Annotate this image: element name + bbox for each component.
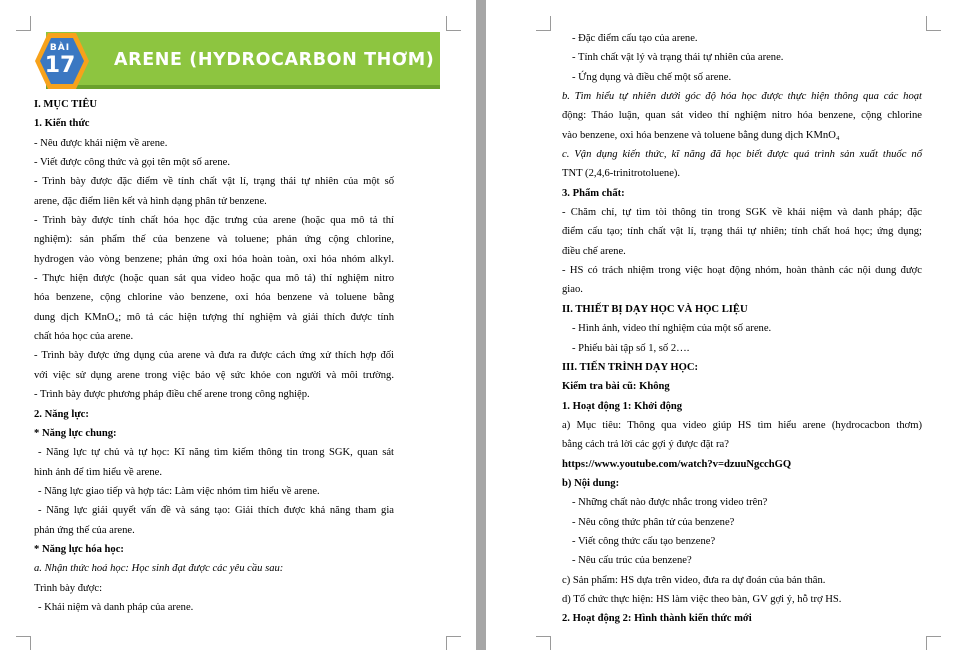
crop-mark <box>446 16 461 31</box>
section-heading: II. THIẾT BỊ DẠY HỌC VÀ HỌC LIỆU <box>562 303 748 315</box>
document-page-left <box>0 0 476 650</box>
badge-word: BÀI <box>49 43 71 53</box>
subsection-heading: 3. Phẩm chất: <box>562 187 625 199</box>
document-page-right <box>486 0 975 650</box>
video-link[interactable]: https://www.youtube.com/watch?v=dzuuNgcchGQ <box>562 458 792 470</box>
text-line: arene, đặc điểm liên kết và hình dạng phân tử benzene. <box>34 195 267 207</box>
text-line: - Trình bày được phương pháp điều chế arene trong công nghiệp. <box>34 389 310 401</box>
subsection-heading: * Năng lực chung: <box>34 427 117 439</box>
text-line: - Trình bày được đặc điểm về tính chất vật lí, trạng thái tự nhiên của một số <box>34 176 394 188</box>
text-line: hóa benzene, cộng chlorine vào benzene, oxi hóa benzene và toluene bằng <box>34 292 394 304</box>
text-line: dung dịch KMnO₄; mô tả các hiện tượng thí nghiệm và giải thích được tính <box>34 311 394 323</box>
text-line: - Nêu cấu trúc của benzene? <box>572 555 692 567</box>
text-line: - Năng lực giải quyết vấn đề và sáng tạo: Giải thích được khả năng tham gia <box>38 505 394 517</box>
section-heading: I. MỤC TIÊU <box>34 99 98 110</box>
text-line: - Hình ảnh, video thí nghiệm của một số arene. <box>572 323 772 335</box>
text-line: - Viết được công thức và gọi tên một số arene. <box>34 157 230 169</box>
subsection-heading: 1. Kiến thức <box>34 118 90 130</box>
text-line: - Phiếu bài tập số 1, số 2…. <box>572 342 690 354</box>
text-line: - Đặc điểm cấu tạo của arene. <box>572 33 698 44</box>
text-line: điều chế arene. <box>562 245 626 257</box>
text-line: - Năng lực giao tiếp và hợp tác: Làm việc nhóm tìm hiểu về arene. <box>38 485 320 497</box>
text-line: chất hóa học của arene. <box>34 331 134 343</box>
text-line: - Năng lực tự chủ và tự học: Kĩ năng tìm kiếm thông tin trong SGK, quan sát <box>38 447 394 459</box>
text-line: d) Tổ chức thực hiện: HS làm việc theo bàn, GV gợi ý, hỗ trợ HS. <box>562 593 842 605</box>
text-line: - Trình bày được tính chất hóa học đặc trưng của arene (hoặc qua mô tả thí <box>34 215 394 227</box>
subsection-heading: 1. Hoạt động 1: Khởi động <box>562 400 683 412</box>
text-line: - Khái niệm và danh pháp của arene. <box>38 601 194 613</box>
subsection-heading: 2. Hoạt động 2: Hình thành kiến thức mới <box>562 613 752 625</box>
lesson-title: ARENE (HYDROCARBON THƠM) <box>114 50 435 70</box>
text-line: - Chăm chỉ, tự tìm tòi thông tin trong SGK về khái niệm và danh pháp; đặc <box>562 207 922 219</box>
badge-number: 17 <box>44 53 76 78</box>
text-line: - Nêu được khái niệm về arene. <box>34 137 168 149</box>
crop-mark <box>536 16 551 31</box>
text-line: - HS có trách nhiệm trong việc hoạt động nhóm, hoàn thành các nội dung được <box>562 265 922 277</box>
text-line: hydrogen vào vòng benzene; phản ứng oxi hóa hoàn toàn, oxi hóa nhóm alkyl. <box>34 253 394 265</box>
text-line: - Ứng dụng và điều chế một số arene. <box>572 71 732 83</box>
text-line: c) Sản phẩm: HS dựa trên video, đưa ra dự đoán của bản thân. <box>562 574 826 586</box>
text-line: giao. <box>562 284 583 296</box>
text-line: TNT (2,4,6-trinitrotoluene). <box>562 168 681 180</box>
text-line: động: Thảo luận, quan sát video thí nghiệm nitro hóa benzene, cộng chlorine <box>562 110 922 122</box>
text-line: c. Vận dụng kiến thức, kĩ năng đã học biết được quá trình sản xuất thuốc nổ <box>562 149 922 161</box>
text-line: - Viết công thức cấu tạo benzene? <box>572 535 716 547</box>
crop-mark <box>446 636 461 650</box>
right-page-text <box>562 29 922 629</box>
text-line: hình ảnh để tìm hiểu về arene. <box>34 466 162 478</box>
crop-mark <box>16 16 31 31</box>
text-line: vào benzene, oxi hóa benzene và toluene bằng dung dịch KMnO₄ <box>562 129 840 141</box>
text-line: - Nêu công thức phân tử của benzene? <box>572 516 735 528</box>
subsection-heading: Kiểm tra bài cũ: Không <box>562 381 670 393</box>
text-line: b. Tìm hiểu tự nhiên dưới góc độ hóa học được thực hiện thông qua các hoạt <box>562 91 922 103</box>
text-line: - Những chất nào được nhắc trong video trên? <box>572 497 768 509</box>
lesson-banner <box>34 31 440 91</box>
section-heading: III. TIẾN TRÌNH DẠY HỌC: <box>562 361 699 373</box>
text-line: phản ứng thế của arene. <box>34 524 135 536</box>
crop-mark <box>926 16 941 31</box>
text-line: - Thực hiện được (hoặc quan sát qua video hoặc qua mô tả) thí nghiệm nitro <box>34 273 394 285</box>
left-page-text <box>34 95 394 617</box>
subsection-heading: b) Nội dung: <box>562 477 620 489</box>
text-line: - Tính chất vật lý và trạng thái tự nhiên của arene. <box>572 52 784 64</box>
text-line: Trình bày được: <box>34 582 103 594</box>
crop-mark <box>16 636 31 650</box>
text-line: nghiệm): sản phẩm thế của benzene và toluene; phản ứng cộng chlorine, <box>34 234 394 246</box>
crop-mark <box>536 636 551 650</box>
text-line: - Trình bày được ứng dụng của arene và đưa ra được cách ứng xử thích hợp đối <box>34 350 394 362</box>
banner-bar-shadow <box>46 85 440 89</box>
text-line: bằng cách trả lời các gợi ý được đặt ra? <box>562 439 729 451</box>
text-line: a. Nhận thức hoá học: Học sinh đạt được các yêu cầu sau: <box>34 563 284 575</box>
text-line: điểm cấu tạo; tính chất vật lí, trạng thái tự nhiên; tính chất hoá học; ứng dụng; <box>562 226 922 238</box>
crop-mark <box>926 636 941 650</box>
text-line: với việc sử dụng arene trong việc bảo vệ sức khỏe con người và môi trường. <box>34 369 394 381</box>
text-line: a) Mục tiêu: Thông qua video giúp HS tìm hiểu arene (hydrocacbon thơm) <box>562 419 922 431</box>
subsection-heading: * Năng lực hóa học: <box>34 543 124 555</box>
subsection-heading: 2. Năng lực: <box>34 408 89 420</box>
